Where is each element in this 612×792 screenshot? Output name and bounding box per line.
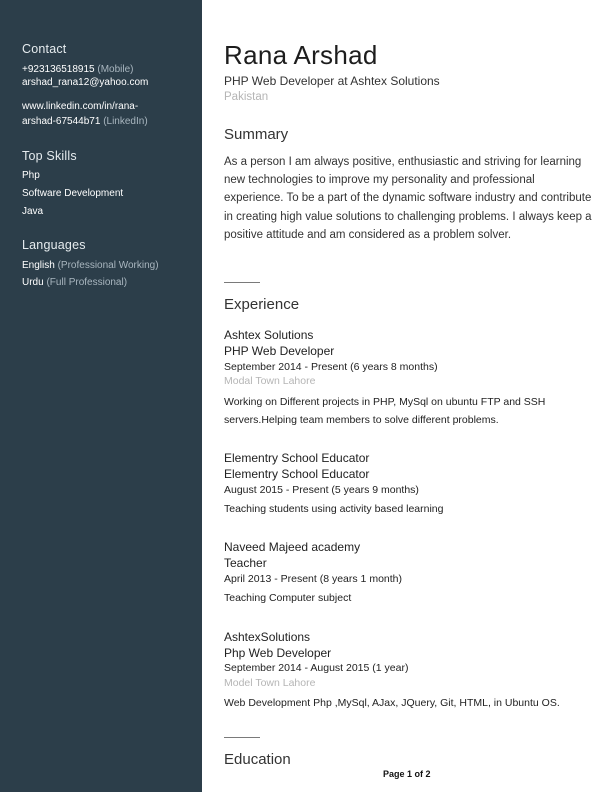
section-divider (224, 737, 260, 738)
job-description: Teaching Computer subject (224, 592, 352, 604)
summary-text: As a person I am always positive, enthusiastic and striving for learning new technologies to improve my personality and professional experience. To be a part of the dynamic software industry and contribute in creating high value solutions to challenging problems. I always keep a positive attitude and am considered as a problem solver. (224, 156, 592, 241)
contact-email[interactable]: arshad_rana12@yahoo.com (22, 77, 149, 88)
sidebar (0, 0, 202, 792)
language-name: Urdu (22, 277, 44, 288)
person-name: Rana Arshad (224, 40, 378, 70)
language-item (22, 277, 127, 288)
linkedin-label: (LinkedIn) (103, 116, 148, 127)
top-skills-heading: Top Skills (22, 149, 77, 163)
language-level: (Professional Working) (57, 260, 159, 271)
language-item (22, 260, 159, 271)
job-dates: April 2013 - Present (8 years 1 month) (224, 573, 402, 585)
phone-number[interactable]: +923136518915 (22, 64, 95, 75)
location: Pakistan (224, 91, 269, 103)
section-divider (224, 282, 260, 283)
language-level: (Full Professional) (46, 277, 128, 288)
contact-phone (22, 64, 133, 75)
job-description: Teaching students using activity based learning (224, 503, 444, 515)
job-dates: August 2015 - Present (5 years 9 months) (224, 484, 419, 496)
job-company: Ashtex Solutions (224, 328, 314, 342)
experience-heading: Experience (224, 296, 300, 313)
skill-item: Java (22, 206, 44, 217)
job-company: Naveed Majeed academy (224, 540, 361, 554)
job-dates: September 2014 - August 2015 (1 year) (224, 662, 409, 674)
contact-linkedin-line-1[interactable]: www.linkedin.com/in/rana- (22, 101, 139, 112)
languages-heading: Languages (22, 238, 86, 252)
contact-linkedin-line-2[interactable] (22, 116, 148, 127)
contact-heading: Contact (22, 42, 67, 56)
job-location: Modal Town Lahore (224, 375, 316, 387)
job-role: Elementry School Educator (224, 467, 370, 481)
language-name: English (22, 260, 55, 271)
job-location: Model Town Lahore (224, 677, 316, 689)
summary-heading: Summary (224, 126, 289, 143)
skill-item: Software Development (22, 188, 124, 199)
job-dates: September 2014 - Present (6 years 8 months) (224, 361, 438, 373)
education-heading: Education (224, 751, 291, 768)
job-description: Web Development Php ,MySql, AJax, JQuery, Git, HTML, in Ubuntu OS. (224, 697, 560, 709)
linkedin-url-part[interactable]: arshad-67544b71 (22, 116, 101, 127)
job-company: AshtexSolutions (224, 630, 311, 644)
phone-label: (Mobile) (97, 64, 134, 75)
job-description: Working on Different projects in PHP, MySql on ubuntu FTP and SSH servers.Helping team members to solve different problems. (224, 396, 546, 426)
job-role: PHP Web Developer (224, 344, 335, 358)
page-number: Page 1 of 2 (383, 769, 431, 779)
headline: PHP Web Developer at Ashtex Solutions (224, 74, 440, 88)
job-company: Elementry School Educator (224, 451, 370, 465)
skill-item: Php (22, 170, 40, 181)
job-role: Teacher (224, 556, 267, 570)
job-role: Php Web Developer (224, 646, 332, 660)
